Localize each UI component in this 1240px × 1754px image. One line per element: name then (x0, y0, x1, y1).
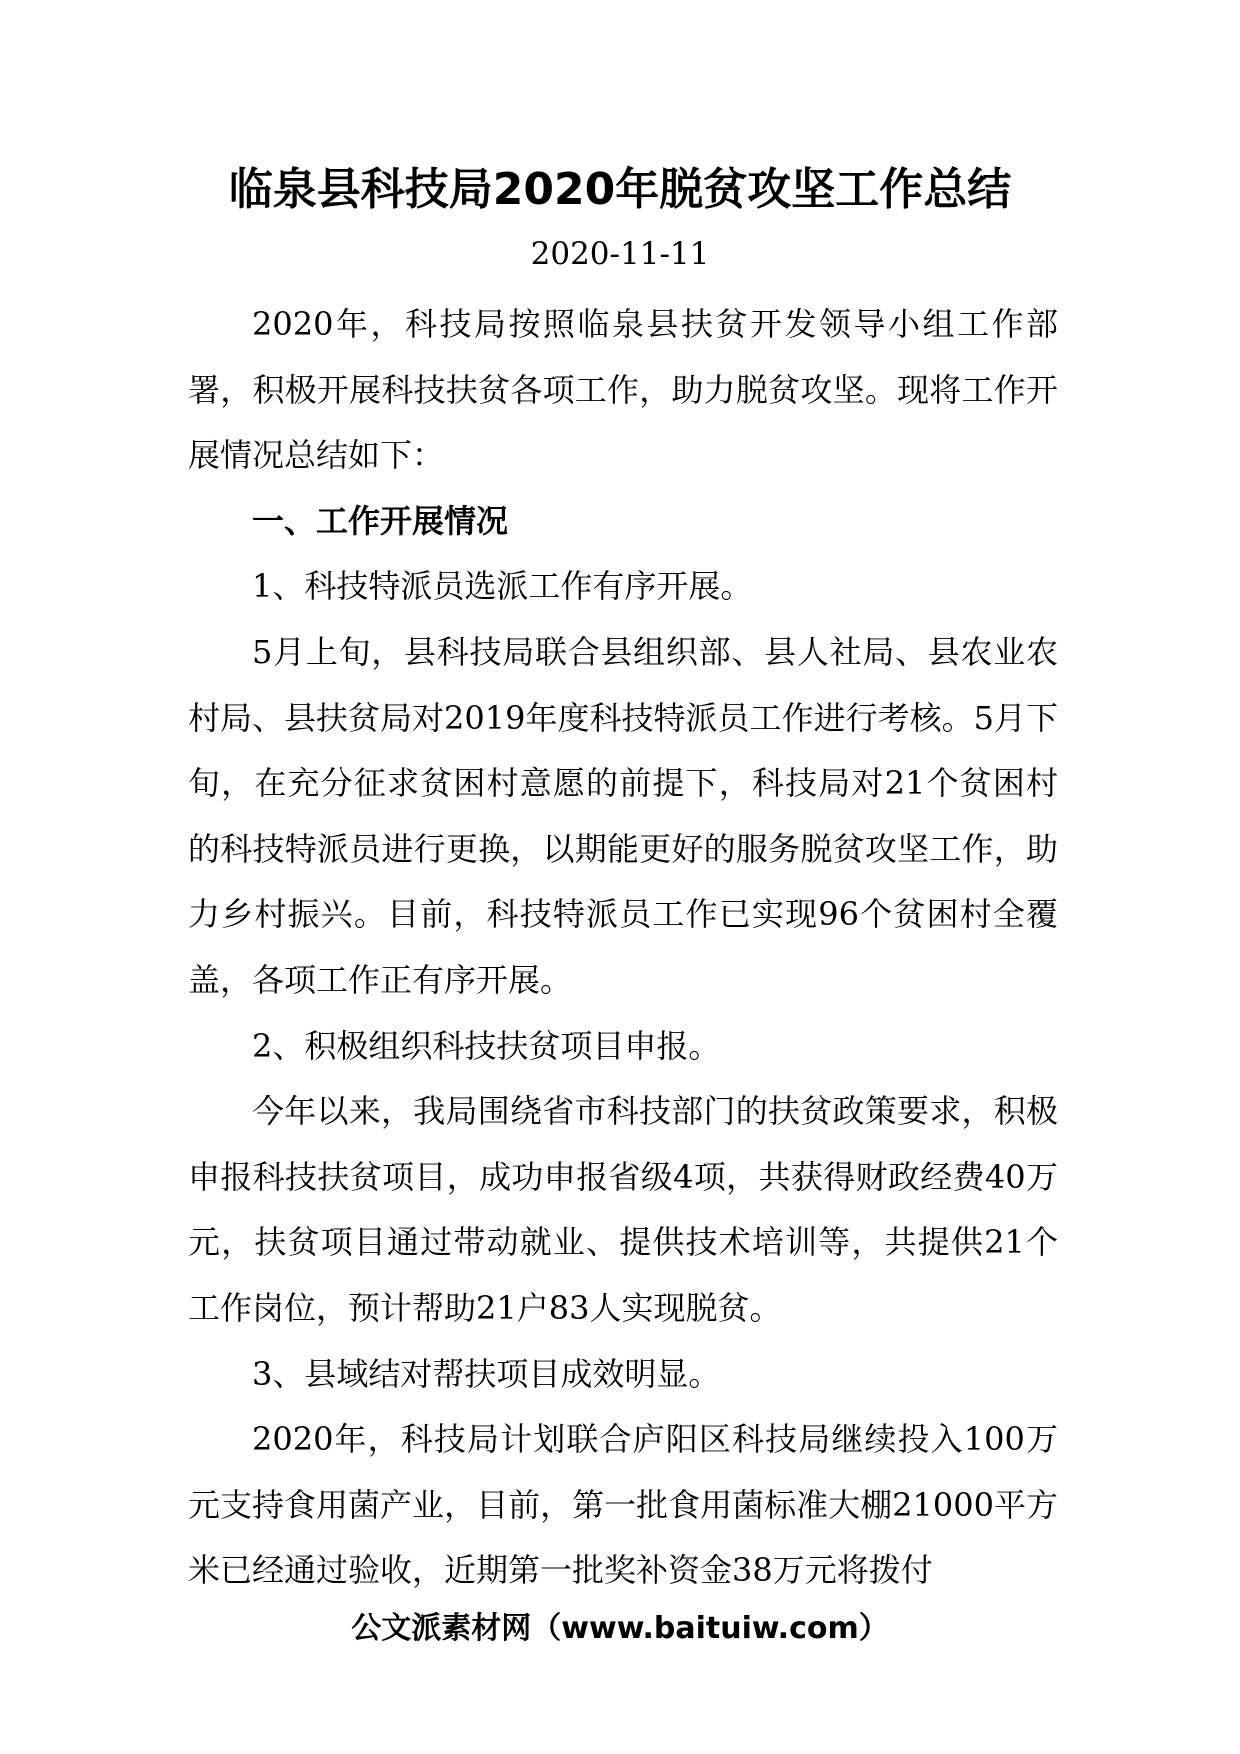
section-heading: 一、工作开展情况 (252, 501, 509, 540)
item-heading-1: 1、科技特派员选派工作有序开展。 (252, 567, 753, 606)
footer-watermark: 公文派素材网（www.baituiw.com） (351, 1611, 889, 1646)
item-body-2: 今年以来，我局围绕省市科技部门的扶贫政策要求，积极申报科技扶贫项目，成功申报省级4项，共获得财政经费40万元，扶贫项目通过带动就业、提供技术培训等，共提供21个工作岗位，预计帮助21户83人实现脱贫。 (188, 1092, 1058, 1327)
document-date: 2020-11-11 (530, 236, 710, 272)
intro-paragraph: 2020年，科技局按照临泉县扶贫开发领导小组工作部署，积极开展科技扶贫各项工作，助力脱贫攻坚。现将工作开展情况总结如下： (188, 305, 1058, 475)
document-body (188, 292, 1058, 1604)
item-body-3: 2020年，科技局计划联合庐阳区科技局继续投入100万元支持食用菌产业，目前，第一批食用菌标准大棚21000平方米已经通过验收，近期第一批奖补资金38万元将拨付 (188, 1420, 1058, 1590)
item-heading-3: 3、县域结对帮扶项目成效明显。 (252, 1354, 721, 1393)
item-body-1: 5月上旬，县科技局联合县组织部、县人社局、县农业农村局、县扶贫局对2019年度科技特派员工作进行考核。5月下旬，在充分征求贫困村意愿的前提下，科技局对21个贫困村的科技特派员进行更换，以期能更好的服务脱贫攻坚工作，助力乡村振兴。目前，科技特派员工作已实现96个贫困村全覆盖，各项工作正有序开展。 (188, 632, 1058, 999)
document-title: 临泉县科技局2020年脱贫攻坚工作总结 (228, 164, 1012, 215)
item-heading-2: 2、积极组织科技扶贫项目申报。 (252, 1026, 721, 1065)
